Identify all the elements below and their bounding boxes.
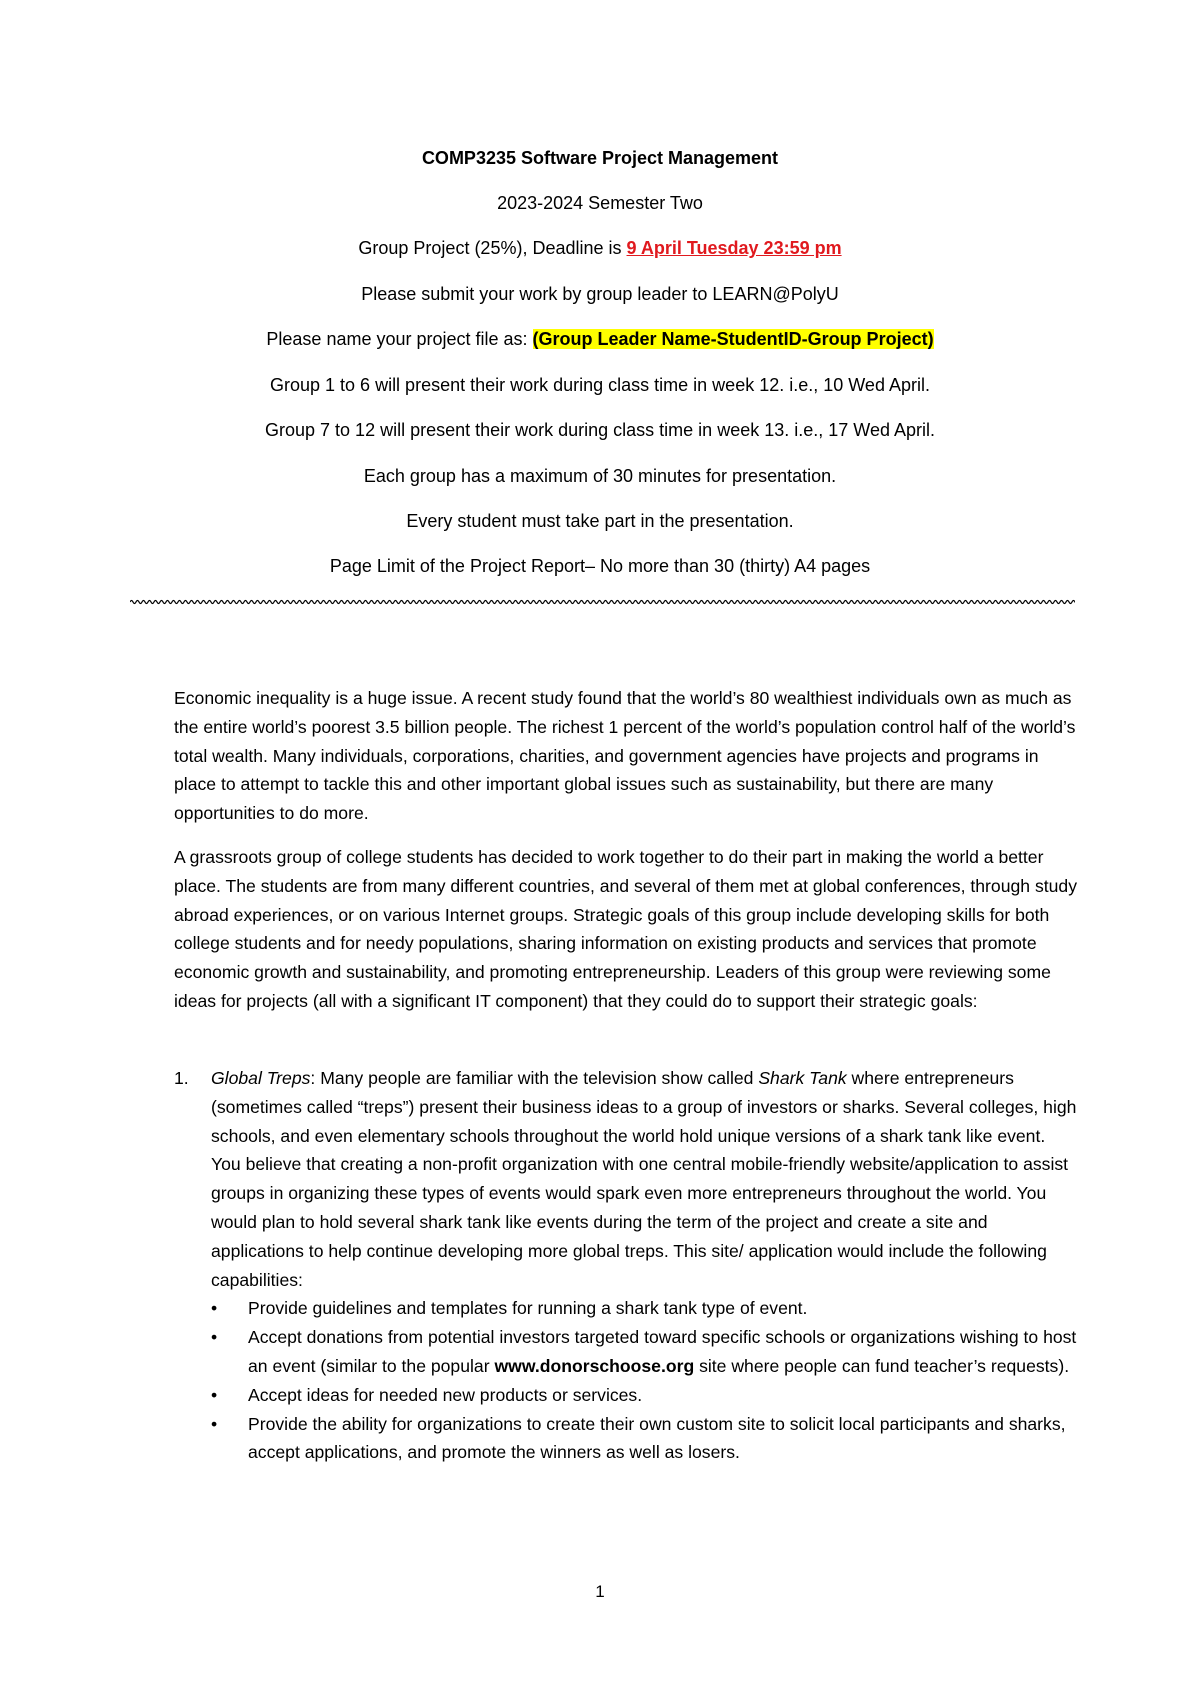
bullet-text-suffix: site where people can fund teacher’s requests).: [694, 1355, 1070, 1376]
bullet-text: Accept ideas for needed new products or services.: [248, 1384, 643, 1405]
bullet-item: [211, 1381, 1079, 1410]
bullet-text: Accept donations from potential investors targeted toward specific schools or organizations wishing to host an event (similar to the popular: [248, 1327, 1077, 1376]
bullet-text: Provide guidelines and templates for running a shark tank type of event.: [248, 1298, 808, 1319]
page-number: 1: [595, 1582, 605, 1601]
bullet-item: [211, 1410, 1079, 1468]
filename-value: (Group Leader Name-StudentID-Group Project): [532, 329, 934, 349]
show-name: Shark Tank: [758, 1068, 847, 1088]
bullet-text: Provide the ability for organizations to create their own custom site to solicit local participants and sharks, accept applications, and promote the winners as well as losers.: [248, 1413, 1066, 1463]
filename-prefix: Please name your project file as:: [266, 329, 533, 349]
list-number: 1.: [174, 1068, 189, 1088]
list-item-body: [211, 1064, 1079, 1467]
course-title: COMP3235 Software Project Management: [421, 148, 779, 168]
list-item-title: Global Treps: [211, 1068, 311, 1088]
paragraph-1: Economic inequality is a huge issue. A recent study found that the world’s 80 wealthiest individuals own as much as the entire world’s poorest 3.5 billion people. The richest 1 percent of the world’s population control half of the world’s total wealth. Many individuals, corporations, charities, and government agencies have projects and programs in place to attempt to tackle this and other important global issues such as sustainability, but there are many opportunities to do more.: [174, 688, 1076, 824]
deadline-value: 9 April Tuesday 23:59 pm: [626, 238, 842, 258]
page-limit-line: Page Limit of the Project Report– No more than 30 (thirty) A4 pages: [329, 556, 871, 576]
bullet-dot: •: [211, 1298, 218, 1319]
paragraph-2: A grassroots group of college students has decided to work together to do their part in making the world a better place. The students are from many different countries, and several of them met at global conferences, through study abroad experiences, or on various Internet groups. Strategic goals of this group include developing skills for both college students and for needy populations, sharing information on existing products and services that promote economic growth and sustainability, and promoting entrepreneurship. Leaders of this group were reviewing some ideas for projects (all with a significant IT component) that they could do to support their strategic goals:: [174, 847, 1077, 1011]
bullet-item: [211, 1323, 1079, 1381]
donorschoose-link[interactable]: www.donorschoose.org: [494, 1355, 695, 1376]
bullet-item: [211, 1294, 1079, 1323]
group-7-12-line: Group 7 to 12 will present their work during class time in week 13. i.e., 17 Wed April.: [265, 420, 935, 440]
bullet-dot: •: [211, 1384, 218, 1405]
list-item-text: where entrepreneurs (sometimes called “treps”) present their business ideas to a group of investors or sharks. Several colleges, high schools, and even elementary schools throughout the world hold unique versions of a shark tank like event. You believe that creating a non-profit organization with one central mobile-friendly website/application to assist groups in organizing these types of events would spark even more entrepreneurs throughout the world. You would plan to hold several shark tank like events during the term of the project and create a site and applications to help continue developing more global treps. This site/ application would include the following capabilities:: [211, 1068, 1077, 1290]
intro-paragraph: [174, 684, 1079, 828]
presentation-time-line: Each group has a maximum of 30 minutes for presentation.: [363, 466, 837, 486]
capabilities-list: [211, 1294, 1079, 1467]
project-list-item-1: [174, 1064, 1079, 1467]
deadline-prefix: Group Project (25%), Deadline is: [358, 238, 627, 258]
grassroots-paragraph: [174, 843, 1079, 1016]
deadline-line: [0, 236, 1200, 260]
participation-line: Every student must take part in the presentation.: [406, 511, 794, 531]
list-item-colon: : Many people are familiar with the television show called: [310, 1068, 759, 1088]
bullet-dot: •: [211, 1413, 218, 1434]
wavy-divider: [130, 596, 1075, 608]
semester-line: 2023-2024 Semester Two: [497, 193, 703, 213]
bullet-dot: •: [211, 1327, 218, 1348]
group-1-6-line: Group 1 to 6 will present their work during class time in week 12. i.e., 10 Wed April.: [270, 375, 930, 395]
submit-line: Please submit your work by group leader to LEARN@PolyU: [361, 284, 839, 304]
filename-line: [0, 327, 1200, 351]
